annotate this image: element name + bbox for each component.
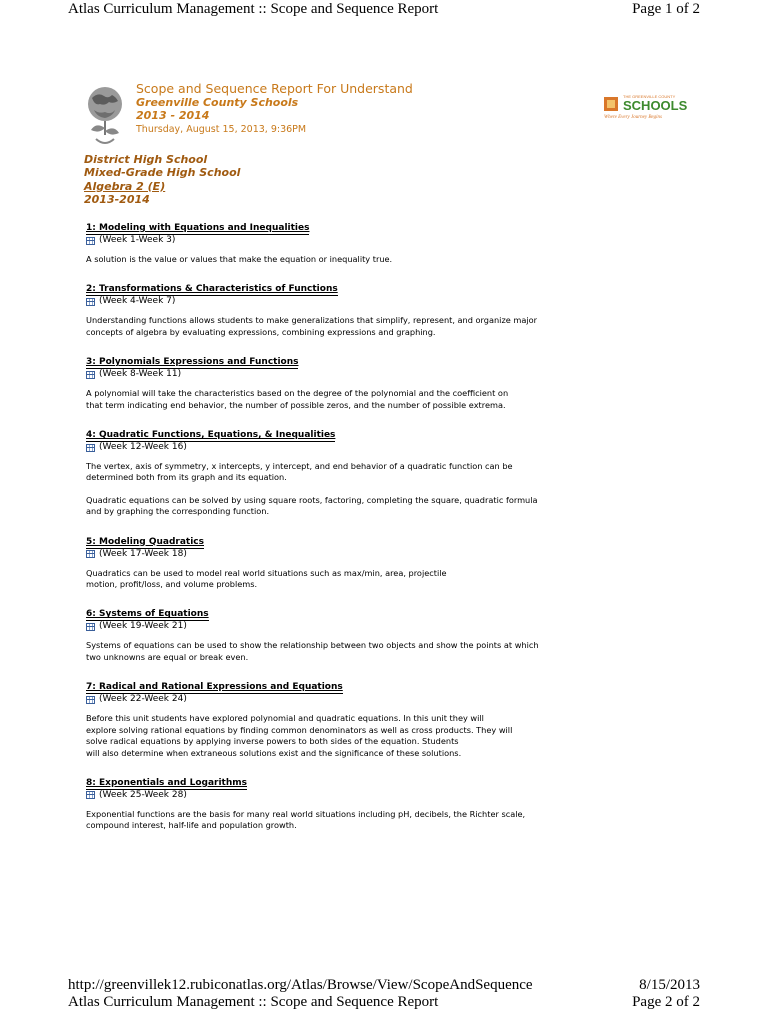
unit-title-link[interactable]: 8: Exponentials and Logarithms [86,777,247,788]
unit-item [86,422,606,529]
unit-title-link[interactable]: 2: Transformations & Characteristics of Functions [86,284,338,295]
unit-item [86,276,606,349]
unit-weeks-text: (Week 8-Week 11) [99,369,182,380]
calendar-icon [86,298,95,306]
unit-weeks-text: (Week 19-Week 21) [99,621,187,632]
school-year: 2013-2014 [84,192,150,206]
unit-description: A polynomial will take the characteristics based on the degree of the polynomial and the coefficient on that term indicating end behavior, the number of possible zeros, and the number of possible extrema. [86,388,509,410]
unit-weeks-text: (Week 25-Week 28) [99,789,187,800]
unit-title-link[interactable]: 1: Modeling with Equations and Inequalities [86,223,310,233]
unit-title-link[interactable]: 7: Radical and Rational Expressions and Equations [86,682,343,693]
unit-weeks-text: (Week 17-Week 18) [99,548,187,559]
print-footer-date: 8/15/2013 [639,977,700,993]
unit-weeks [86,621,606,632]
unit-weeks [86,790,606,801]
calendar-icon [86,550,95,558]
unit-weeks [86,442,606,453]
calendar-icon [86,237,95,245]
report-title: Scope and Sequence Report For Understand [136,81,413,96]
unit-description: A solution is the value or values that make the equation or inequality true. [86,254,393,264]
unit-weeks [86,549,606,560]
district-name: Greenville County Schools [136,96,299,109]
unit-description: Systems of equations can be used to show the relationship between two objects and show the points at which two unknowns are equal or break even. [86,640,539,662]
calendar-icon [86,696,95,704]
unit-weeks [86,296,606,307]
unit-weeks-text: (Week 1-Week 3) [99,235,176,245]
calendar-icon [86,444,95,452]
print-footer-url: http://greenvillek12.rubiconatlas.org/Atlas/Browse/View/ScopeAndSequence [68,977,533,993]
unit-weeks-text: (Week 22-Week 24) [99,694,187,705]
unit-item [86,529,606,602]
unit-description: Quadratic equations can be solved by using square roots, factoring, completing the square, quadratic formula and by graphing the corresponding function. [86,494,538,517]
unit-weeks [86,694,606,705]
unit-weeks [86,235,606,246]
globe-logo-icon [84,84,126,148]
unit-title-link[interactable]: 3: Polynomials Expressions and Functions [86,357,299,368]
unit-weeks-text: (Week 12-Week 16) [99,442,187,453]
unit-weeks [86,369,606,380]
logo-tagline-text: Where Every Journey Begins [604,115,662,120]
unit-weeks-text: (Week 4-Week 7) [99,296,176,307]
unit-title-link[interactable]: 4: Quadratic Functions, Equations, & Inequalities [86,430,336,441]
report-header [136,82,413,136]
unit-title-link[interactable]: 6: Systems of Equations [86,609,209,620]
calendar-icon [86,791,95,799]
unit-item [86,215,606,276]
print-header-title: Atlas Curriculum Management :: Scope and Sequence Report [68,1,439,17]
unit-title-link[interactable]: 5: Modeling Quadratics [86,536,204,547]
unit-description: The vertex, axis of symmetry, x intercepts, y intercept, and end behavior of a quadratic function can be determined both from its graph and its equation. [86,461,513,483]
report-year: 2013 - 2014 [136,109,210,122]
print-header [68,0,700,20]
logo-top-text: THE GREENVILLE COUNTY [623,94,676,99]
calendar-icon [86,371,95,379]
print-header-page: Page 1 of 2 [632,1,700,17]
print-footer-page: Page 2 of 2 [632,994,700,1010]
unit-item [86,770,606,843]
school-district: District High School [84,153,208,166]
generated-date: Thursday, August 15, 2013, 9:36PM [136,124,307,135]
unit-description: Quadratics can be used to model real world situations such as max/min, area, projectile motion, profit/loss, and volume problems. [86,567,447,590]
greenville-schools-logo-icon [603,93,691,121]
unit-description: Understanding functions allows students to make generalizations that simplify, represent, and organize major concepts of algebra by evaluating expressions, combining expressions and graphing. [86,315,538,337]
unit-description: Exponential functions are the basis for many real world situations including pH, decibels, the Richter scale, compound interest, half-life and population growth. [86,808,526,831]
course-link[interactable]: Algebra 2 (E) [84,179,166,193]
print-footer [68,977,700,1011]
unit-list [86,215,606,843]
unit-item [86,601,606,674]
unit-item [86,349,606,422]
print-footer-title: Atlas Curriculum Management :: Scope and Sequence Report [68,994,439,1010]
unit-item [86,674,606,770]
school-block [84,153,240,206]
school-name: Mixed-Grade High School [84,166,241,180]
unit-description: Before this unit students have explored polynomial and quadratic equations. In this unit they will explore solving rational equations by finding common denominators as well as cross products. They will solve radical equations by applying inverse powers to both sides of the equation. Students will also determine when extraneous solutions exist and the significance of these solutions. [86,713,513,758]
calendar-icon [86,623,95,631]
logo-name-text: SCHOOLS [623,98,688,113]
